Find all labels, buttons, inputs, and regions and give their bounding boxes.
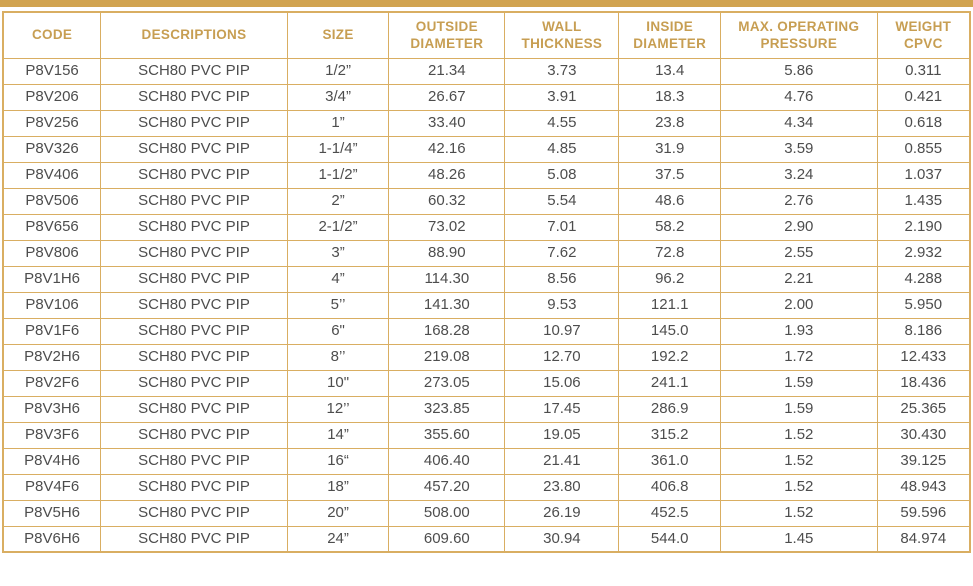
cell-descriptions: SCH80 PVC PIP xyxy=(101,370,288,396)
cell-max_operating_pressure: 1.52 xyxy=(720,422,877,448)
cell-size: 4” xyxy=(287,266,389,292)
cell-wall_thickness: 5.08 xyxy=(505,162,619,188)
table-row xyxy=(3,318,970,344)
cell-inside_diameter: 192.2 xyxy=(619,344,721,370)
cell-size: 2” xyxy=(287,188,389,214)
cell-wall_thickness: 7.01 xyxy=(505,214,619,240)
cell-wall_thickness: 7.62 xyxy=(505,240,619,266)
cell-inside_diameter: 96.2 xyxy=(619,266,721,292)
cell-weight_cpvc: 12.433 xyxy=(877,344,970,370)
cell-code: P8V3F6 xyxy=(3,422,101,448)
cell-code: P8V4F6 xyxy=(3,474,101,500)
cell-outside_diameter: 88.90 xyxy=(389,240,505,266)
column-header-size: SIZE xyxy=(287,12,389,58)
cell-inside_diameter: 121.1 xyxy=(619,292,721,318)
cell-wall_thickness: 4.55 xyxy=(505,110,619,136)
cell-size: 3” xyxy=(287,240,389,266)
table-header xyxy=(3,12,970,58)
cell-outside_diameter: 323.85 xyxy=(389,396,505,422)
table-row xyxy=(3,422,970,448)
cell-wall_thickness: 17.45 xyxy=(505,396,619,422)
cell-max_operating_pressure: 4.76 xyxy=(720,84,877,110)
cell-descriptions: SCH80 PVC PIP xyxy=(101,292,288,318)
table-row xyxy=(3,526,970,552)
cell-size: 20” xyxy=(287,500,389,526)
cell-max_operating_pressure: 2.55 xyxy=(720,240,877,266)
cell-wall_thickness: 23.80 xyxy=(505,474,619,500)
cell-max_operating_pressure: 1.52 xyxy=(720,500,877,526)
table-row xyxy=(3,240,970,266)
cell-weight_cpvc: 0.311 xyxy=(877,58,970,84)
cell-size: 12’’ xyxy=(287,396,389,422)
cell-weight_cpvc: 18.436 xyxy=(877,370,970,396)
cell-weight_cpvc: 59.596 xyxy=(877,500,970,526)
cell-outside_diameter: 33.40 xyxy=(389,110,505,136)
cell-wall_thickness: 9.53 xyxy=(505,292,619,318)
cell-size: 1” xyxy=(287,110,389,136)
cell-code: P8V256 xyxy=(3,110,101,136)
cell-size: 6" xyxy=(287,318,389,344)
cell-size: 8’’ xyxy=(287,344,389,370)
cell-max_operating_pressure: 5.86 xyxy=(720,58,877,84)
cell-max_operating_pressure: 2.76 xyxy=(720,188,877,214)
cell-max_operating_pressure: 1.72 xyxy=(720,344,877,370)
cell-wall_thickness: 26.19 xyxy=(505,500,619,526)
cell-wall_thickness: 19.05 xyxy=(505,422,619,448)
table-row xyxy=(3,188,970,214)
column-header-descriptions: DESCRIPTIONS xyxy=(101,12,288,58)
cell-inside_diameter: 13.4 xyxy=(619,58,721,84)
cell-max_operating_pressure: 1.59 xyxy=(720,396,877,422)
column-header-wall_thickness: WALL THICKNESS xyxy=(505,12,619,58)
cell-max_operating_pressure: 1.59 xyxy=(720,370,877,396)
column-header-weight_cpvc: WEIGHT CPVC xyxy=(877,12,970,58)
cell-descriptions: SCH80 PVC PIP xyxy=(101,240,288,266)
cell-max_operating_pressure: 1.52 xyxy=(720,448,877,474)
cell-inside_diameter: 37.5 xyxy=(619,162,721,188)
cell-code: P8V1H6 xyxy=(3,266,101,292)
cell-max_operating_pressure: 2.00 xyxy=(720,292,877,318)
column-header-max_operating_pressure: MAX. OPERATING PRESSURE xyxy=(720,12,877,58)
cell-descriptions: SCH80 PVC PIP xyxy=(101,162,288,188)
cell-size: 14” xyxy=(287,422,389,448)
cell-size: 1/2” xyxy=(287,58,389,84)
cell-wall_thickness: 10.97 xyxy=(505,318,619,344)
cell-inside_diameter: 544.0 xyxy=(619,526,721,552)
cell-outside_diameter: 114.30 xyxy=(389,266,505,292)
cell-weight_cpvc: 25.365 xyxy=(877,396,970,422)
table-row xyxy=(3,110,970,136)
cell-descriptions: SCH80 PVC PIP xyxy=(101,188,288,214)
cell-wall_thickness: 21.41 xyxy=(505,448,619,474)
cell-outside_diameter: 457.20 xyxy=(389,474,505,500)
cell-descriptions: SCH80 PVC PIP xyxy=(101,422,288,448)
table-row xyxy=(3,266,970,292)
cell-weight_cpvc: 4.288 xyxy=(877,266,970,292)
cell-inside_diameter: 145.0 xyxy=(619,318,721,344)
cell-outside_diameter: 60.32 xyxy=(389,188,505,214)
cell-descriptions: SCH80 PVC PIP xyxy=(101,448,288,474)
cell-size: 18” xyxy=(287,474,389,500)
table-row xyxy=(3,84,970,110)
table-row xyxy=(3,292,970,318)
cell-code: P8V326 xyxy=(3,136,101,162)
cell-weight_cpvc: 30.430 xyxy=(877,422,970,448)
cell-weight_cpvc: 48.943 xyxy=(877,474,970,500)
cell-weight_cpvc: 0.618 xyxy=(877,110,970,136)
cell-size: 24” xyxy=(287,526,389,552)
cell-inside_diameter: 361.0 xyxy=(619,448,721,474)
cell-wall_thickness: 5.54 xyxy=(505,188,619,214)
column-header-code: CODE xyxy=(3,12,101,58)
cell-code: P8V4H6 xyxy=(3,448,101,474)
cell-size: 16“ xyxy=(287,448,389,474)
cell-code: P8V406 xyxy=(3,162,101,188)
cell-inside_diameter: 452.5 xyxy=(619,500,721,526)
cell-outside_diameter: 42.16 xyxy=(389,136,505,162)
cell-outside_diameter: 168.28 xyxy=(389,318,505,344)
cell-size: 3/4” xyxy=(287,84,389,110)
table-row xyxy=(3,500,970,526)
cell-size: 5’’ xyxy=(287,292,389,318)
cell-inside_diameter: 406.8 xyxy=(619,474,721,500)
cell-descriptions: SCH80 PVC PIP xyxy=(101,214,288,240)
cell-outside_diameter: 141.30 xyxy=(389,292,505,318)
pipe-specification-table xyxy=(2,11,971,553)
cell-code: P8V6H6 xyxy=(3,526,101,552)
column-header-inside_diameter: INSIDE DIAMETER xyxy=(619,12,721,58)
top-accent-bar xyxy=(0,0,973,7)
cell-weight_cpvc: 8.186 xyxy=(877,318,970,344)
cell-descriptions: SCH80 PVC PIP xyxy=(101,318,288,344)
cell-descriptions: SCH80 PVC PIP xyxy=(101,58,288,84)
cell-outside_diameter: 508.00 xyxy=(389,500,505,526)
cell-outside_diameter: 26.67 xyxy=(389,84,505,110)
cell-code: P8V3H6 xyxy=(3,396,101,422)
cell-descriptions: SCH80 PVC PIP xyxy=(101,526,288,552)
cell-inside_diameter: 18.3 xyxy=(619,84,721,110)
table-row xyxy=(3,136,970,162)
column-header-outside_diameter: OUTSIDE DIAMETER xyxy=(389,12,505,58)
cell-outside_diameter: 406.40 xyxy=(389,448,505,474)
cell-size: 2-1/2” xyxy=(287,214,389,240)
cell-inside_diameter: 315.2 xyxy=(619,422,721,448)
cell-wall_thickness: 30.94 xyxy=(505,526,619,552)
cell-outside_diameter: 609.60 xyxy=(389,526,505,552)
cell-inside_diameter: 48.6 xyxy=(619,188,721,214)
cell-code: P8V656 xyxy=(3,214,101,240)
cell-inside_diameter: 31.9 xyxy=(619,136,721,162)
table-body xyxy=(3,58,970,552)
cell-inside_diameter: 72.8 xyxy=(619,240,721,266)
cell-wall_thickness: 12.70 xyxy=(505,344,619,370)
cell-code: P8V806 xyxy=(3,240,101,266)
cell-max_operating_pressure: 2.90 xyxy=(720,214,877,240)
cell-descriptions: SCH80 PVC PIP xyxy=(101,344,288,370)
cell-size: 1-1/4” xyxy=(287,136,389,162)
table-row xyxy=(3,448,970,474)
cell-code: P8V206 xyxy=(3,84,101,110)
table-row xyxy=(3,214,970,240)
cell-weight_cpvc: 0.855 xyxy=(877,136,970,162)
cell-code: P8V2H6 xyxy=(3,344,101,370)
cell-descriptions: SCH80 PVC PIP xyxy=(101,266,288,292)
cell-max_operating_pressure: 4.34 xyxy=(720,110,877,136)
cell-code: P8V2F6 xyxy=(3,370,101,396)
cell-wall_thickness: 8.56 xyxy=(505,266,619,292)
cell-weight_cpvc: 1.037 xyxy=(877,162,970,188)
cell-code: P8V106 xyxy=(3,292,101,318)
table-row xyxy=(3,162,970,188)
table-row xyxy=(3,344,970,370)
cell-max_operating_pressure: 3.59 xyxy=(720,136,877,162)
cell-outside_diameter: 355.60 xyxy=(389,422,505,448)
cell-size: 10" xyxy=(287,370,389,396)
cell-max_operating_pressure: 1.52 xyxy=(720,474,877,500)
cell-descriptions: SCH80 PVC PIP xyxy=(101,84,288,110)
cell-inside_diameter: 241.1 xyxy=(619,370,721,396)
cell-descriptions: SCH80 PVC PIP xyxy=(101,396,288,422)
header-row xyxy=(3,12,970,58)
table-row xyxy=(3,58,970,84)
cell-wall_thickness: 4.85 xyxy=(505,136,619,162)
cell-code: P8V5H6 xyxy=(3,500,101,526)
cell-max_operating_pressure: 1.45 xyxy=(720,526,877,552)
cell-descriptions: SCH80 PVC PIP xyxy=(101,136,288,162)
table-row xyxy=(3,474,970,500)
cell-outside_diameter: 219.08 xyxy=(389,344,505,370)
cell-weight_cpvc: 1.435 xyxy=(877,188,970,214)
cell-outside_diameter: 273.05 xyxy=(389,370,505,396)
cell-code: P8V1F6 xyxy=(3,318,101,344)
cell-descriptions: SCH80 PVC PIP xyxy=(101,474,288,500)
cell-descriptions: SCH80 PVC PIP xyxy=(101,500,288,526)
cell-code: P8V506 xyxy=(3,188,101,214)
cell-outside_diameter: 73.02 xyxy=(389,214,505,240)
cell-code: P8V156 xyxy=(3,58,101,84)
cell-weight_cpvc: 2.190 xyxy=(877,214,970,240)
cell-inside_diameter: 23.8 xyxy=(619,110,721,136)
cell-max_operating_pressure: 1.93 xyxy=(720,318,877,344)
table-row xyxy=(3,370,970,396)
cell-max_operating_pressure: 3.24 xyxy=(720,162,877,188)
cell-wall_thickness: 3.91 xyxy=(505,84,619,110)
cell-wall_thickness: 3.73 xyxy=(505,58,619,84)
cell-weight_cpvc: 84.974 xyxy=(877,526,970,552)
cell-weight_cpvc: 5.950 xyxy=(877,292,970,318)
cell-inside_diameter: 58.2 xyxy=(619,214,721,240)
cell-outside_diameter: 48.26 xyxy=(389,162,505,188)
table-row xyxy=(3,396,970,422)
cell-weight_cpvc: 2.932 xyxy=(877,240,970,266)
cell-inside_diameter: 286.9 xyxy=(619,396,721,422)
cell-weight_cpvc: 39.125 xyxy=(877,448,970,474)
cell-wall_thickness: 15.06 xyxy=(505,370,619,396)
cell-weight_cpvc: 0.421 xyxy=(877,84,970,110)
cell-descriptions: SCH80 PVC PIP xyxy=(101,110,288,136)
cell-outside_diameter: 21.34 xyxy=(389,58,505,84)
cell-size: 1-1/2” xyxy=(287,162,389,188)
cell-max_operating_pressure: 2.21 xyxy=(720,266,877,292)
